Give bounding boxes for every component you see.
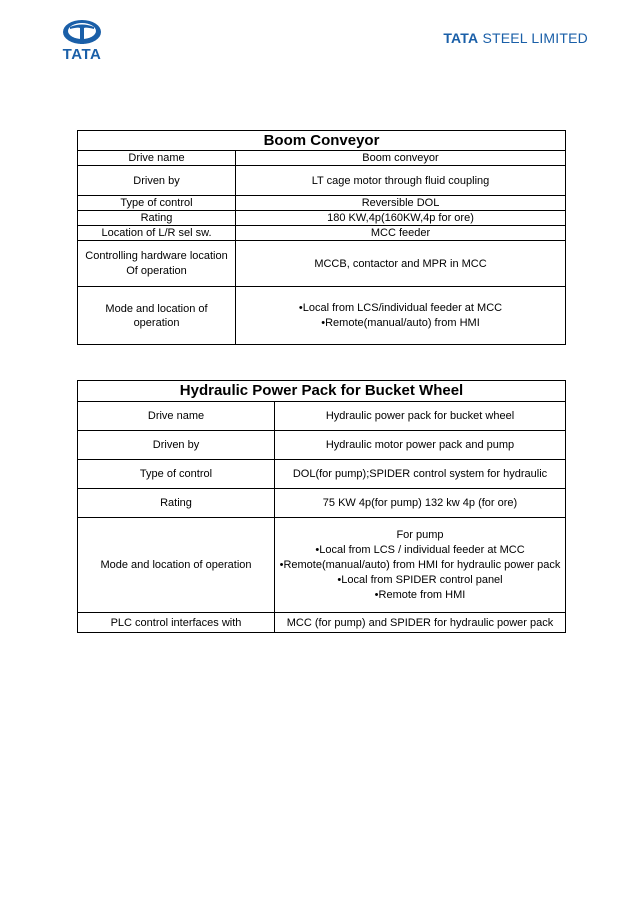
row-value-line: •Local from LCS/individual feeder at MCC (298, 301, 503, 314)
row-value-line: •Remote(manual/auto) from HMI (321, 316, 480, 329)
table-row (78, 241, 566, 287)
row-value-line: •Local from SPIDER control panel (337, 573, 503, 586)
row-label: Rating (78, 211, 236, 226)
tata-logo-wordmark: TATA (62, 46, 102, 63)
row-value-line: •Remote from HMI (374, 588, 466, 601)
row-label: PLC control interfaces with (78, 613, 275, 633)
row-value: Hydraulic power pack for bucket wheel (275, 402, 566, 431)
row-value: Reversible DOL (236, 196, 566, 211)
table-row (78, 151, 566, 166)
row-value: Boom conveyor (236, 151, 566, 166)
table-title: Boom Conveyor (78, 131, 566, 151)
row-value: DOL(for pump);SPIDER control system for hydraulic (275, 460, 566, 489)
row-label: Mode and location of operation (78, 518, 275, 613)
row-label: Driven by (78, 166, 236, 196)
table-row (78, 211, 566, 226)
table-row (78, 196, 566, 211)
table-row (78, 226, 566, 241)
row-label: Drive name (78, 402, 275, 431)
company-name (443, 30, 588, 46)
row-label: Rating (78, 489, 275, 518)
table-row (78, 613, 566, 633)
row-label: Drive name (78, 151, 236, 166)
row-value: MCC (for pump) and SPIDER for hydraulic power pack (275, 613, 566, 633)
tata-emblem-icon (52, 18, 112, 48)
row-value (236, 287, 566, 345)
row-value: MCCB, contactor and MPR in MCC (236, 241, 566, 287)
table-row (78, 460, 566, 489)
table-row (78, 402, 566, 431)
company-name-rest: STEEL LIMITED (482, 30, 588, 46)
row-value-line: •Remote(manual/auto) from HMI for hydraulic power pack (279, 558, 561, 571)
table-title: Hydraulic Power Pack for Bucket Wheel (78, 381, 566, 402)
row-label: Location of L/R sel sw. (78, 226, 236, 241)
table-row (78, 166, 566, 196)
company-name-bold: TATA (443, 30, 479, 46)
row-label-line: Of operation (126, 264, 187, 277)
row-value: Hydraulic motor power pack and pump (275, 431, 566, 460)
table-row (78, 431, 566, 460)
table-row (78, 489, 566, 518)
row-value: MCC feeder (236, 226, 566, 241)
row-value: 180 KW,4p(160KW,4p for ore) (236, 211, 566, 226)
row-label: Type of control (78, 196, 236, 211)
row-value-line: •Local from LCS / individual feeder at MCC (315, 543, 525, 556)
row-value-line: For pump (396, 528, 444, 541)
table-row (78, 287, 566, 345)
row-value: LT cage motor through fluid coupling (236, 166, 566, 196)
row-label: Driven by (78, 431, 275, 460)
boom-conveyor-table (77, 130, 566, 345)
row-label: Type of control (78, 460, 275, 489)
row-label-line: Controlling hardware location (85, 249, 228, 262)
hydraulic-power-pack-table (77, 380, 566, 633)
row-value: 75 KW 4p(for pump) 132 kw 4p (for ore) (275, 489, 566, 518)
row-label: Mode and location of operation (78, 287, 236, 345)
table-row (78, 518, 566, 613)
row-label (78, 241, 236, 287)
row-value (275, 518, 566, 613)
